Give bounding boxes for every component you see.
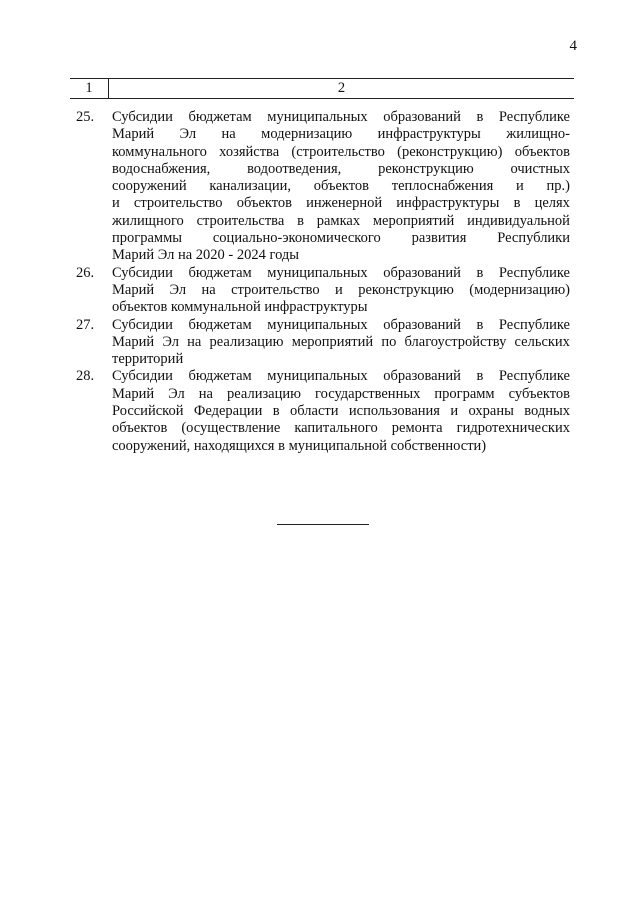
item-text-line: объектов коммунальной инфраструктуры [112,299,368,316]
item-text-line: Марий Эл на строительство и реконструкцию (модернизацию) [112,281,570,298]
item-text-line: территорий [112,351,184,368]
item-text-line: объектов (осуществление капитального ремонта гидротехнических [112,420,570,437]
table-header-row [70,78,574,99]
item-text-line: Марий Эл на 2020 - 2024 годы [112,247,300,264]
item-number: 26. [76,264,95,281]
page-number: 4 [569,38,577,54]
item-text-line: Субсидии бюджетам муниципальных образований в Республике [112,109,570,125]
item-text [112,368,570,454]
item-text-line: жилищного строительства в рамках мероприятий индивидуальной [112,212,570,229]
list-item [76,265,570,317]
list-item [76,109,570,265]
subsidy-list [76,109,570,455]
item-text-line: Марий Эл на реализацию мероприятий по благоустройству сельских [112,333,570,350]
item-text [112,317,570,369]
item-number: 28. [76,368,95,385]
table-header-col1: 1 [70,79,109,98]
item-text-line: водоснабжения, водоотведения, реконструкцию очистных [112,160,570,177]
item-text [112,265,570,317]
item-number: 27. [76,316,95,333]
item-text-line: сооружений канализации, объектов теплоснабжения и пр.) [112,178,570,195]
list-item [76,368,570,454]
item-text-line: коммунального хозяйства (строительство (реконструкцию) объектов [112,143,570,160]
item-text-line: Марий Эл на реализацию государственных программ субъектов [112,385,570,402]
item-text-line: Субсидии бюджетам муниципальных образований в Республике [112,264,570,281]
list-item [76,317,570,369]
item-text-line: Субсидии бюджетам муниципальных образований в Республике [112,316,570,333]
item-text-line: Марий Эл на модернизацию инфраструктуры жилищно- [112,126,570,143]
item-text-line: сооружений, находящихся в муниципальной собственности) [112,437,487,454]
item-text-line: Субсидии бюджетам муниципальных образований в Республике [112,368,570,385]
item-number: 25. [76,109,95,125]
item-text-line: Российской Федерации в области использования и охраны водных [112,403,570,420]
table-header-col2: 2 [337,80,346,96]
item-text [112,109,570,265]
end-rule [277,524,369,525]
item-text-line: и строительство объектов инженерной инфраструктуры в целях [112,195,570,212]
item-text-line: программы социально-экономического развития Республики [112,230,570,247]
